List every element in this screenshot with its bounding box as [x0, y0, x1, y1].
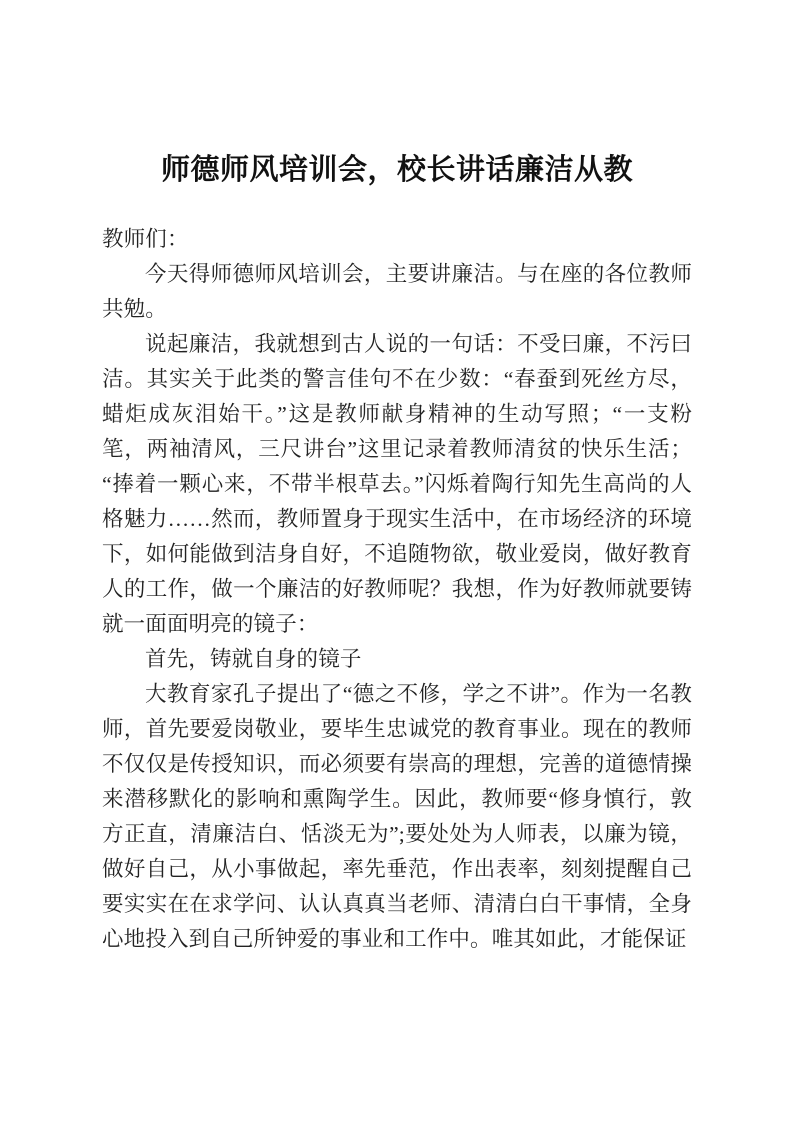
paragraph-confucius-body: 大教育家孔子提出了“德之不修，学之不讲”。作为一名教师，首先要爱岗敬业，要毕生忠诚党的教育事业。现在的教师不仅仅是传授知识，而必须要有崇高的理想，完善的道德情操来潜移默化的影响和熏陶学生。因此，教师要“修身慎行，敦方正直，清廉洁白、恬淡无为”;要处处为人师表，以廉为镜，做好自己，从小事做起，率先垂范，作出表率，刻刻提醒自己要实实在在求学问、认认真真当老师、清清白白干事情，全身心地投入到自己所钟爱的事业和工作中。唯其如此，才能保证	[102, 682, 692, 951]
document-content-area	[102, 0, 692, 957]
document-body	[102, 186, 692, 957]
paragraph-integrity-quotes: 说起廉洁，我就想到古人说的一句话：不受曰廉，不污曰洁。其实关于此类的警言佳句不在少数：“春蚕到死丝方尽，蜡炬成灰泪始干。”这是教师献身精神的生动写照；“一支粉笔，两袖清风，三尺讲台”这里记录着教师清贫的快乐生活；“捧着一颗心来，不带半根草去。”闪烁着陶行知先生高尚的人格魅力……然而，教师置身于现实生活中，在市场经济的环境下，如何能做到洁身自好，不追随物欲，敬业爱岗，做好教育人的工作，做一个廉洁的好教师呢？我想，作为好教师就要铸就一面面明亮的镜子：	[102, 332, 692, 636]
paragraph-subheading-first-mirror: 首先，铸就自身的镜子	[145, 647, 362, 671]
paragraph-opening: 今天得师德师风培训会，主要讲廉洁。与在座的各位教师共勉。	[102, 262, 692, 321]
document-title: 师德师风培训会，校长讲话廉洁从教	[160, 152, 633, 186]
paragraph-salutation: 教师们：	[102, 227, 189, 251]
